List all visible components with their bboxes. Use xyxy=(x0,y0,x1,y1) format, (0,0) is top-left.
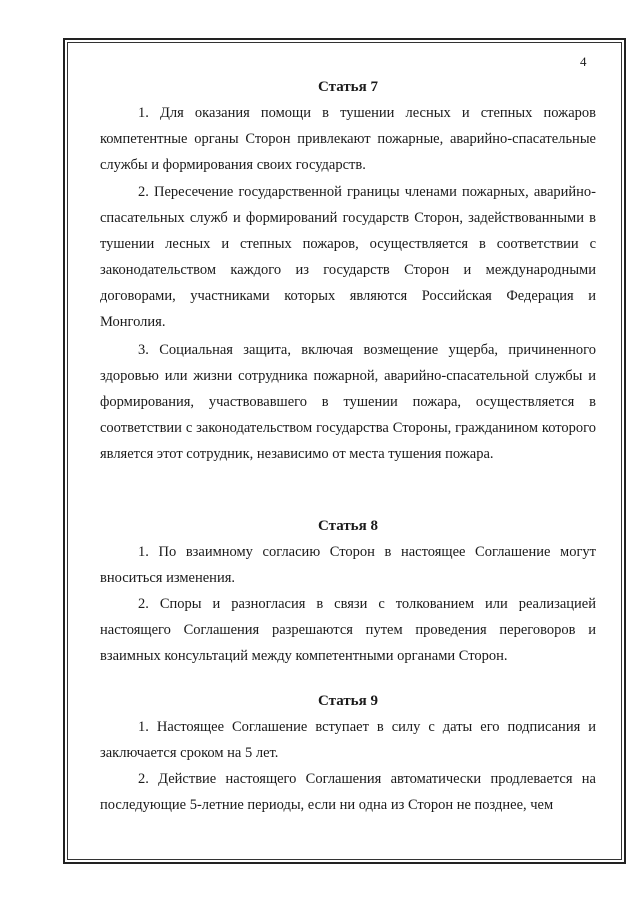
article-9-paragraph-2: 2. Действие настоящего Соглашения автоматически продлевается на последующие 5-летние периоды, если ни одна из Сторон не позднее, чем xyxy=(100,771,596,813)
article-7-paragraph-1: 1. Для оказания помощи в тушении лесных и степных пожаров компетентные органы Сторон привлекают пожарные, аварийно-спасательные службы и формирования своих государств. xyxy=(100,105,596,173)
article-9-paragraph-1: 1. Настоящее Соглашение вступает в силу с даты его подписания и заключается сроком на 5 лет. xyxy=(100,719,596,761)
article-7-paragraph-2: 2. Пересечение государственной границы членами пожарных, аварийно-спасательных служб и формирований государств Сторон, задействованными в тушении лесных и степных пожаров, осуществляется в соответствии с законодательством каждого из государств Сторон и международными договорами, участниками которых являются Российская Федерация и Монголия. xyxy=(100,184,596,330)
article-8-paragraph-1: 1. По взаимному согласию Сторон в настоящее Соглашение могут вноситься изменения. xyxy=(100,544,596,586)
article-8-paragraph-2: 2. Споры и разногласия в связи с толкованием или реализацией настоящего Соглашения разрешаются путем проведения переговоров и взаимных консультаций между компетентными органами Сторон. xyxy=(100,596,596,664)
article-7-title: Статья 7 xyxy=(318,79,378,95)
page-number: 4 xyxy=(580,54,587,69)
article-9-title: Статья 9 xyxy=(318,693,378,709)
article-8-title: Статья 8 xyxy=(318,518,378,534)
article-7-paragraph-3: 3. Социальная защита, включая возмещение ущерба, причиненного здоровью или жизни сотрудника пожарной, аварийно-спасательной службы и формирования, участвовавшего в тушении пожара, осуществляется в соответствии с законодательством государства Стороны, гражданином которого является этот сотрудник, независимо от места тушения пожара. xyxy=(100,342,596,462)
